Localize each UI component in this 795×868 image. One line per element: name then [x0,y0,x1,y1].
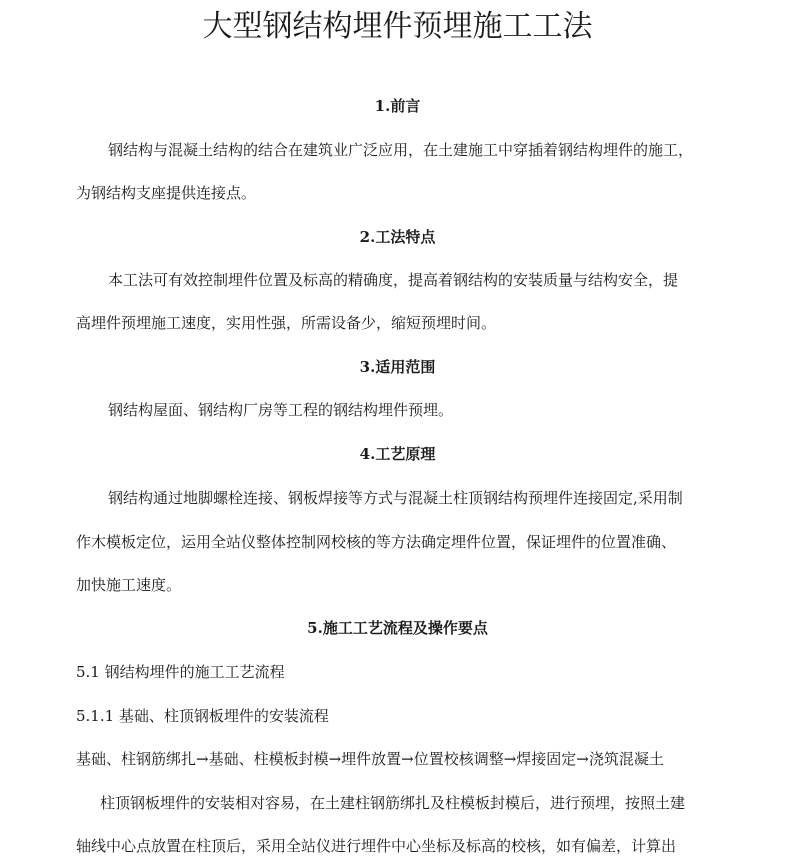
paragraph-line: 钢结构与混凝土结构的结合在建筑业广泛应用，在土建施工中穿插着钢结构埋件的施工， [108,141,694,159]
paragraph-line: 本工法可有效控制埋件位置及标高的精确度，提高着钢结构的安装质量与结构安全，提 [108,271,679,289]
process-flow-line: 基础、柱钢筋绑扎→基础、柱模板封模→埋件放置→位置校核调整→焊接固定→浇筑混凝土 [76,750,664,768]
section-heading-process: 5.施工工艺流程及操作要点 [307,619,488,637]
paragraph-line: 柱顶钢板埋件的安装相对容易，在土建柱钢筋绑扎及柱模板封模后，进行预埋，按照土建 [100,794,686,812]
section-heading-preface: 1.前言 [374,97,421,115]
paragraph-line: 钢结构通过地脚螺栓连接、钢板焊接等方式与混凝土柱顶钢结构预埋件连接固定,采用制 [108,489,683,507]
section-heading-scope: 3.适用范围 [359,358,436,376]
subsection-heading: 5.1.1 基础、柱顶钢板埋件的安装流程 [76,707,329,725]
document-title: 大型钢结构埋件预埋施工工法 [202,9,593,44]
subsection-heading: 5.1 钢结构埋件的施工工艺流程 [76,663,285,681]
paragraph-line: 高埋件预埋施工速度，实用性强，所需设备少，缩短预埋时间。 [76,314,497,332]
paragraph-line: 作木模板定位，运用全站仪整体控制网校核的等方法确定埋件位置，保证埋件的位置准确、 [76,533,677,551]
paragraph-line: 为钢结构支座提供连接点。 [76,184,257,202]
paragraph-line: 轴线中心点放置在柱顶后，采用全站仪进行埋件中心坐标及标高的校核，如有偏差，计算出 [76,837,677,855]
section-heading-principle: 4.工艺原理 [359,445,436,463]
paragraph-line: 钢结构屋面、钢结构厂房等工程的钢结构埋件预埋。 [108,401,454,419]
section-heading-features: 2.工法特点 [359,228,436,246]
paragraph-line: 加快施工速度。 [76,576,182,594]
